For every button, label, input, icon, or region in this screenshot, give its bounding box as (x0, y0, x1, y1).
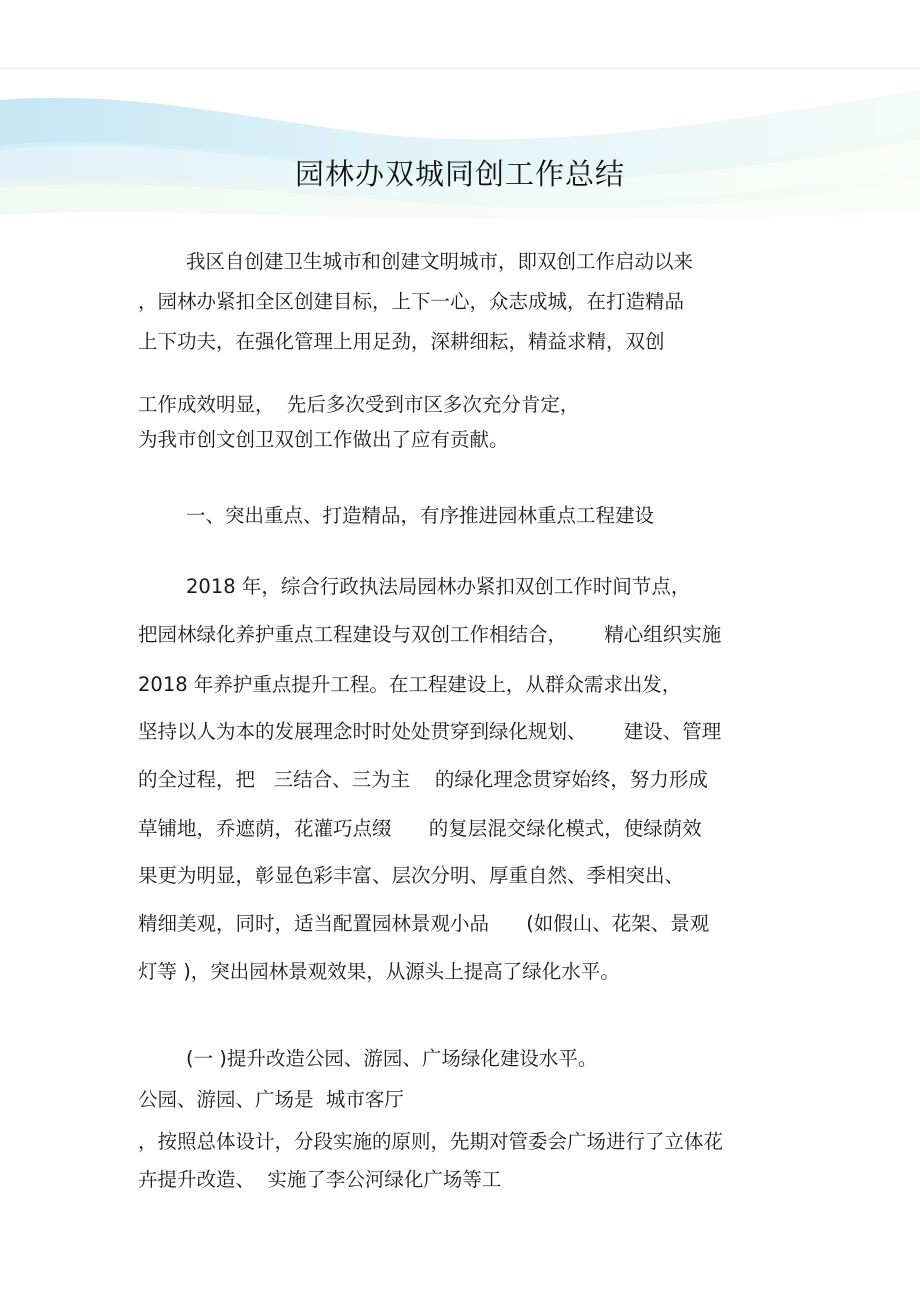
paragraph-line: 上下功夫，在强化管理上用足劲，深耕细耘，精益求精，双创 (138, 330, 665, 353)
paragraph-line: 灯等 )，突出园林景观效果，从源头上提高了绿化水平。 (138, 960, 620, 983)
paragraph-line: 为我市创文创卫双创工作做出了应有贡献。 (138, 428, 509, 451)
paragraph-line: 的全过程，把 三结合、三为主 的绿化理念贯穿始终，努力形成 (138, 768, 708, 791)
paragraph-line: 把园林绿化养护重点工程建设与双创工作相结合， 精心组织实施 (138, 623, 722, 646)
subsection-heading: (一 )提升改造公园、游园、广场绿化建设水平。 (186, 1047, 598, 1070)
document-title: 园林办双城同创工作总结 (294, 157, 625, 191)
paragraph-line: 坚持以人为本的发展理念时时处处贯穿到绿化规划、 建设、管理 (138, 720, 722, 743)
paragraph-line: 工作成效明显， 先后多次受到市区多次充分肯定， (138, 393, 580, 416)
paragraph-line: 精细美观，同时，适当配置园林景观小品 (如假山、花架、景观 (138, 912, 710, 935)
page-top-border (0, 68, 920, 69)
paragraph-line: 我区自创建卫生城市和创建文明城市，即双创工作启动以来 (186, 250, 694, 273)
paragraph-line: 公园、游园、广场是 城市客厅 (138, 1088, 404, 1111)
paragraph-line: ，按照总体设计，分段实施的原则，先期对管委会广场进行了立体花 (138, 1130, 724, 1153)
section-heading: 一、突出重点、打造精品，有序推进园林重点工程建设 (186, 504, 655, 527)
paragraph-line: 卉提升改造、 实施了李公河绿化广场等工 (138, 1168, 502, 1191)
paragraph-line: 2018 年养护重点提升工程。在工程建设上，从群众需求出发， (138, 673, 682, 696)
paragraph-line: 2018 年，综合行政执法局园林办紧扣双创工作时间节点， (186, 575, 691, 598)
paragraph-line: 果更为明显，彰显色彩丰富、层次分明、厚重自然、季相突出、 (138, 864, 685, 887)
header-wave-decoration (0, 70, 920, 220)
paragraph-line: 草铺地，乔遮荫，花灌巧点缀 的复层混交绿化模式，使绿荫效 (138, 817, 702, 840)
paragraph-line: ，园林办紧扣全区创建目标，上下一心，众志成城，在打造精品 (138, 290, 685, 313)
